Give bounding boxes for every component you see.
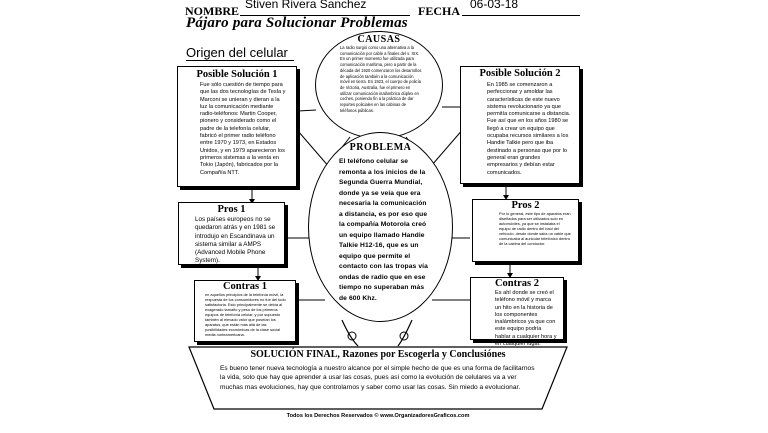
causas-circle: [315, 31, 443, 139]
solucion1-box: [177, 66, 297, 187]
causas-text: La radio surgió como una alternativa a la comunicación por cable a finales del s. XIX. En un primer momento fue utilizada para comunicación marítima, pero a partir de la década del 1920 comenzaron los desarrollos de aplicación también a la comunicación móvil en tierra. En 1923, el cuerpo de policía de Victoria, Australia, fue el primero en utilizar comunicación inalámbrica dúplex en coches, poniendo fin a la práctica de dar reportes policiales en las cabinas de teléfonos públicas.: [340, 45, 422, 113]
footer-copyright: Todos los Derechos Reservados © www.OrganizadoresGraficos.com: [286, 413, 470, 419]
date-underline: [462, 14, 580, 16]
pros1-title: Pros 1: [217, 204, 246, 215]
pros1-text: Los países europeos no se quedaron atrás y en 1981 se introdujo en Escandinava un sistema similar a AMPS (Advanced Mobile Phone System).: [195, 216, 276, 265]
contras1-text: en aquellos principios de la telefonía móvil, la respuesta de los consumidores no fue del todo satisfactoria. Esto principalmente se debía al exagerado tamaño y peso de los primeros equipos de telefonía celular, y por supuesto también al elevado valor que poseían los aparatos, que están más allá de las posibilidades económicas de la clase social media norteamericana.: [205, 292, 286, 337]
page-title: Pájaro para Solucionar Problemas: [186, 15, 408, 31]
contras1-title: Contras 1: [222, 281, 268, 292]
contras1-box: [194, 280, 296, 342]
pros1-box: [178, 202, 285, 265]
contras2-box: [470, 277, 564, 348]
solucion2-box: [460, 66, 580, 184]
date-value: 06-03-18: [470, 0, 519, 11]
topic-label: Origen del celular: [186, 45, 294, 61]
pros2-title: Pros 2: [511, 200, 540, 211]
solucion1-text: Fue sólo cuestión de tiempo para que las dos tecnologías de Tesla y Marconi se unieran y dieran a la luz la comunicación mediante radio-teléfonos: Martin Cooper, pionero y considerado como el padre de la telefonía celular, fabricó el primer radio teléfono entre 1970 y 1973, en Estados Unidos, y en 1979 aparecieron los primeros sistemas a la venta en Tokio (Japón), fabricados por la Compañía NTT.: [200, 82, 286, 176]
contras2-text: Es ahí donde se creó el teléfono móvil y marca un hito en la historia de los componentes inalámbricos ya que con este equipo podría hablar a cualquier hora y en cualquier lugar.: [495, 290, 557, 348]
problema-circle: [308, 132, 453, 322]
final-text: Es bueno tener nueva tecnología a nuestro alcance por el simple hecho de que es una forma de facilitarnos la vida, solo que hay que aprender a usar las cosas, pues así como la evolución de celulares va a ver muchas mas evoluciones, hay que controlarnos y saber como usar las cosas. Sin miedo a evolucionar.: [220, 365, 535, 391]
pros2-text: Por lo general, este tipo de aparatos eran diseñados para ser utilizados solo en automóviles, ya que se instalaba el equipo de radio dentro del baúl del vehículo, desde donde salía un cable que comunicaba al auricular telefónico dentro de la cabina del conductor.: [499, 211, 571, 246]
solucion1-title: Posible Solución 1: [196, 69, 278, 80]
pros2-box: [472, 199, 579, 262]
solucion2-title: Posible Solución 2: [479, 68, 561, 79]
name-label: NOMBRE: [185, 4, 239, 18]
solucion2-text: En 1985 se comenzaron a perfeccionar y amoldar las características de este nuevo sistema revolucionario ya que permitía comunicarse a distancia. Fue así que en los años 1980 se llegó a crear un equipo que ocupaba recursos similares a los Handie Talkie pero que iba destinado a personas que por lo general eran grandes empresarios y debían estar comunicados.: [487, 82, 571, 176]
problema-text: El teléfono celular se remonta a los inicios de la Segunda Guerra Mundial, donde ya se veía que era necesaria la comunicación a distancia, es por eso que la compañía Motorola creó un equipo llamado Handie Talkie H12-16, que es un equipo que permite el contacto con las tropas vía ondas de radio que en ese tiempo no superaban más de 600 Khz.: [339, 158, 428, 302]
final-title: SOLUCIÓN FINAL, Razones por Escogerla y Conclusiónes: [250, 349, 506, 360]
causas-title: CAUSAS: [357, 34, 401, 45]
date-label: FECHA: [418, 4, 460, 18]
problema-title: PROBLEMA: [349, 142, 412, 153]
name-value: Stiven Rivera Sanchez: [245, 0, 367, 11]
contras2-title: Contras 2: [494, 278, 540, 289]
